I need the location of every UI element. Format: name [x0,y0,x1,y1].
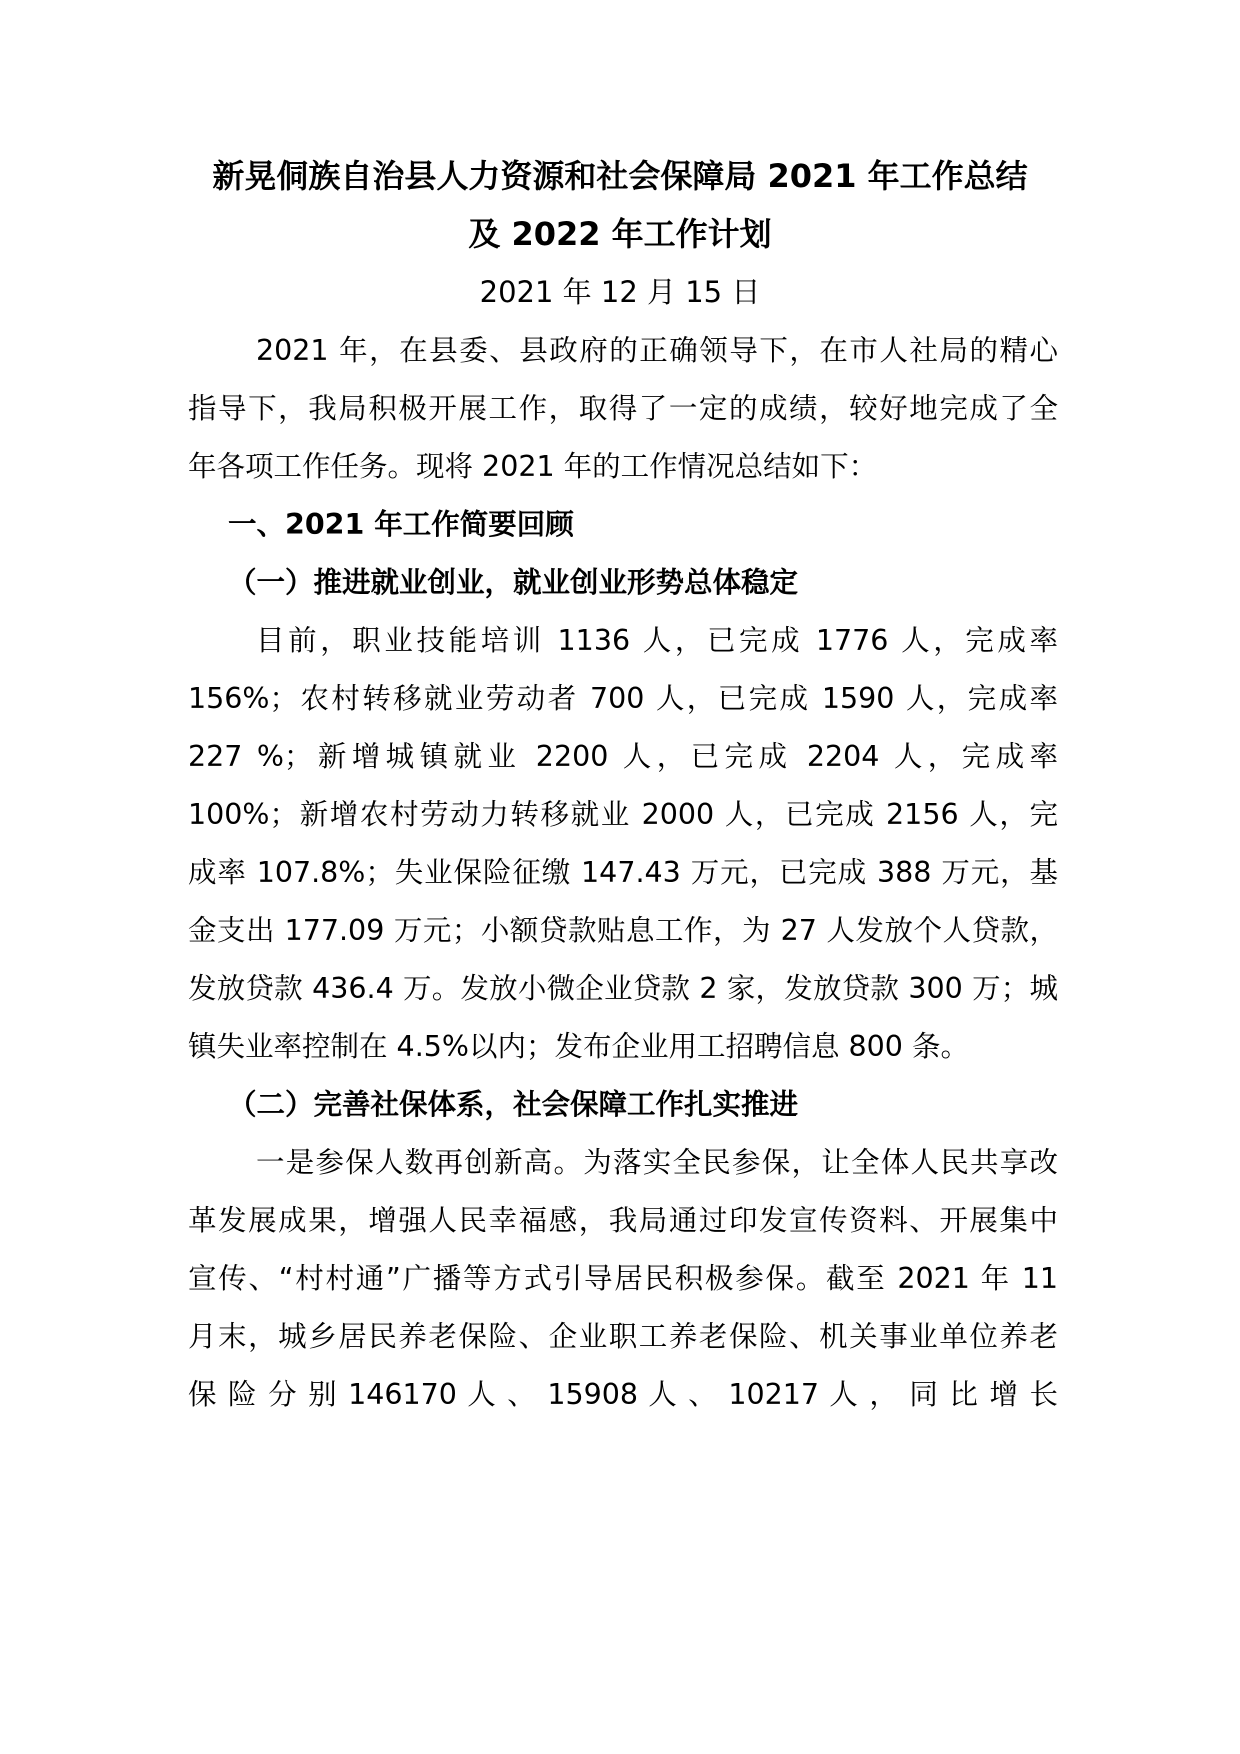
document-title-line-2: 及 2022 年工作计划 [468,215,772,253]
paragraph-line: 成率 107.8%；失业保险征缴 147.43 万元，已完成 388 万元，基 [188,856,1058,889]
intro-line: 年各项工作任务。现将 2021 年的工作情况总结如下： [188,450,878,483]
paragraph-line: 金支出 177.09 万元；小额贷款贴息工作，为 27 人发放个人贷款， [188,914,1058,947]
paragraph-line: 镇失业率控制在 4.5%以内；发布企业用工招聘信息 800 条。 [188,1030,969,1063]
paragraph-line: 156%；农村转移就业劳动者 700 人，已完成 1590 人，完成率 [188,682,1058,715]
intro-line: 2021 年，在县委、县政府的正确领导下，在市人社局的精心 [256,334,1058,367]
paragraph-line: 月末，城乡居民养老保险、企业职工养老保险、机关事业单位养老 [188,1320,1058,1353]
paragraph-line: 革发展成果，增强人民幸福感，我局通过印发宣传资料、开展集中 [188,1204,1058,1237]
subsection-heading: （二）完善社保体系，社会保障工作扎实推进 [228,1088,799,1121]
paragraph-line: 宣传、“村村通”广播等方式引导居民积极参保。截至 2021 年 11 [188,1262,1058,1295]
document-date: 2021 年 12 月 15 日 [479,275,761,309]
paragraph-line: 发放贷款 436.4 万。发放小微企业贷款 2 家，发放贷款 300 万；城 [188,972,1058,1005]
document-title-line-1: 新晃侗族自治县人力资源和社会保障局 2021 年工作总结 [212,157,1028,195]
intro-line: 指导下，我局积极开展工作，取得了一定的成绩，较好地完成了全 [188,392,1058,425]
paragraph-line: 目前，职业技能培训 1136 人，已完成 1776 人，完成率 [256,624,1058,657]
section-heading: 一、2021 年工作简要回顾 [228,508,574,541]
paragraph-line: 一是参保人数再创新高。为落实全民参保，让全体人民共享改 [256,1146,1058,1179]
paragraph-line: 保 险 分 别 146170 人 、 15908 人 、 10217 人 ， 同 比 增 长 [188,1378,1058,1411]
paragraph-line: 227 %；新增城镇就业 2200 人，已完成 2204 人，完成率 [188,740,1058,773]
paragraph-line: 100%；新增农村劳动力转移就业 2000 人，已完成 2156 人，完 [188,798,1058,831]
subsection-heading: （一）推进就业创业，就业创业形势总体稳定 [228,566,799,599]
